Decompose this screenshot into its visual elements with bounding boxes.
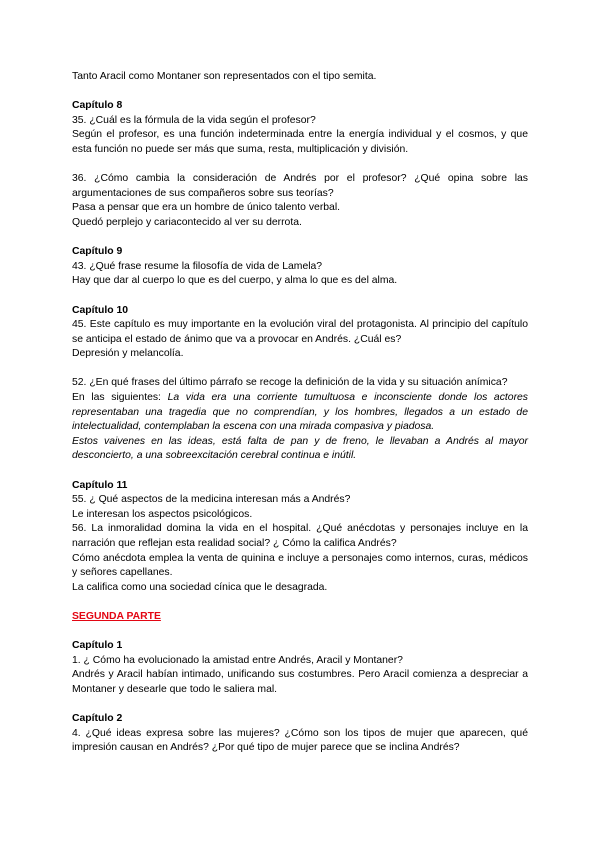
- question-43: 43. ¿Qué frase resume la filosofía de vida de Lamela?: [72, 260, 323, 272]
- question-55: 55. ¿ Qué aspectos de la medicina interesan más a Andrés?: [72, 494, 351, 506]
- answer-43: Hay que dar al cuerpo lo que es del cuerpo, y alma lo que es del alma.: [72, 275, 398, 287]
- answer-52-quote-2: Estos vaivenes en las ideas, está falta de pan y de freno, le llevaban a Andrés al mayor desconcierto, a una sobreexcitación cerebral continua e inútil.: [72, 435, 528, 462]
- chapter-9-heading: Capítulo 9: [72, 246, 123, 258]
- document-page: [72, 70, 528, 756]
- answer-52-quote-1: La vida era una corriente tumultuosa e inconsciente donde los actores representaban una tragedia que no comprendían, y los hombres, llegados a un estado de intelectualidad, contemplaban la escena con una mirada compasiva y piadosa.: [72, 392, 529, 433]
- answer-56-line-2: La califica como una sociedad cínica que le desagrada.: [72, 581, 328, 593]
- question-52: 52. ¿En qué frases del último párrafo se recoge la definición de la vida y su situación anímica?: [72, 377, 508, 389]
- part2-question-4: 4. ¿Qué ideas expresa sobre las mujeres? ¿Cómo son los tipos de mujer que aparecen, qué impresión causan en Andrés? ¿Por qué tipo de mujer parece que se inclina Andrés?: [72, 727, 528, 754]
- intro-paragraph: Tanto Aracil como Montaner son representados con el tipo semita.: [72, 71, 377, 82]
- part2-question-1: 1. ¿ Cómo ha evolucionado la amistad entre Andrés, Aracil y Montaner?: [72, 654, 403, 666]
- answer-36-line-2: Quedó perplejo y cariacontecido al ver su derrota.: [72, 216, 302, 228]
- part2-answer-1: Andrés y Aracil habían intimado, unificando sus costumbres. Pero Aracil comienza a despreciar a Montaner y desearle que todo le saliera mal.: [72, 669, 528, 695]
- part2-chapter-2-heading: Capítulo 2: [72, 713, 123, 725]
- answer-55: Le interesan los aspectos psicológicos.: [72, 508, 253, 520]
- chapter-10-heading: Capítulo 10: [72, 304, 129, 316]
- answer-35: Según el profesor, es una función indeterminada entre la energía individual y el cosmos, y que esta función no puede ser más que suma, resta, multiplicación y división.: [72, 129, 528, 155]
- part-two-heading: SEGUNDA PARTE: [72, 610, 161, 622]
- answer-45: Depresión y melancolía.: [72, 348, 184, 360]
- answer-56-line-1: Cómo anécdota emplea la venta de quinina e incluye a personajes como internos, curas, médicos y señores capellanes.: [72, 552, 528, 579]
- part2-chapter-1-heading: Capítulo 1: [72, 640, 123, 652]
- chapter-8-heading: Capítulo 8: [72, 100, 123, 112]
- chapter-11-heading: Capítulo 11: [72, 479, 128, 491]
- answer-36-line-1: Pasa a pensar que era un hombre de único talento verbal.: [72, 202, 341, 214]
- question-36: 36. ¿Cómo cambia la consideración de Andrés por el profesor? ¿Qué opina sobre las argumentaciones de sus compañeros sobre sus teorías?: [72, 173, 528, 199]
- answer-52-paragraph: [72, 391, 528, 435]
- question-35: 35. ¿Cuál es la fórmula de la vida según el profesor?: [72, 114, 316, 126]
- answer-52-lead: En las siguientes:: [72, 392, 168, 404]
- question-45: 45. Este capítulo es muy importante en la evolución viral del protagonista. Al principio del capítulo se anticipa el estado de ánimo que va a provocar en Andrés. ¿Cuál es?: [72, 319, 528, 345]
- question-56: 56. La inmoralidad domina la vida en el hospital. ¿Qué anécdotas y personajes incluye en la narración que reflejan esta realidad social? ¿ Cómo la califica Andrés?: [72, 523, 528, 549]
